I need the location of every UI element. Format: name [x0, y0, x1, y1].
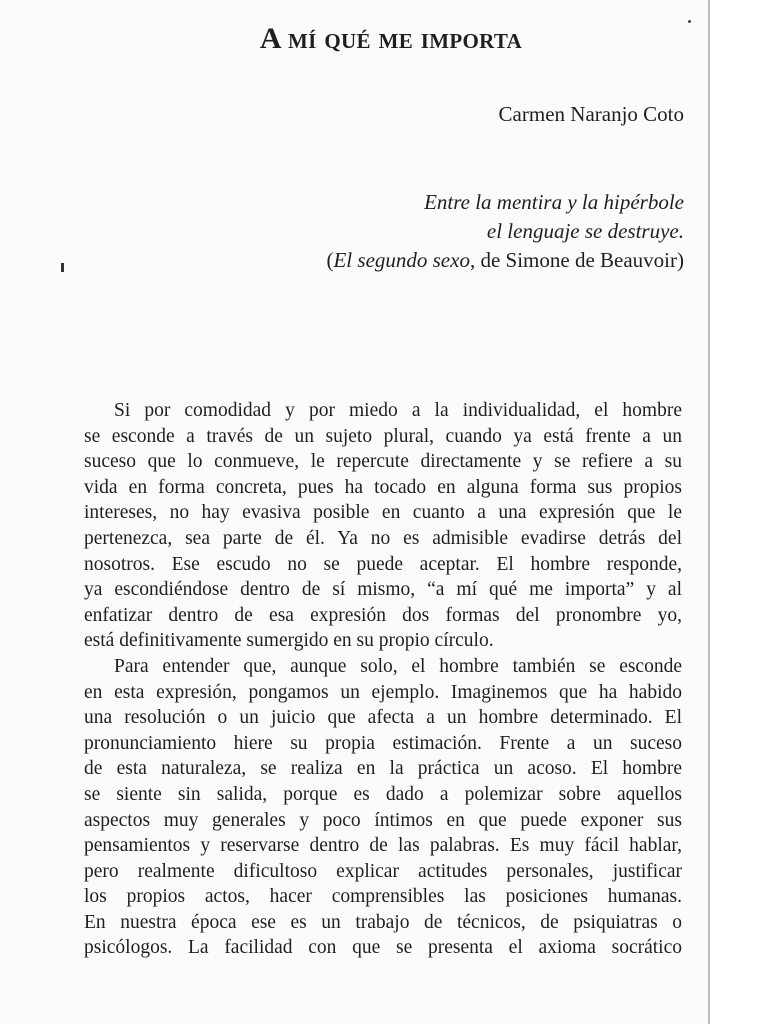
- epigraph: [326, 188, 684, 275]
- epigraph-citation: [326, 246, 684, 275]
- author-name: Carmen Naranjo Coto: [498, 102, 684, 126]
- body-text: [84, 398, 682, 961]
- paragraph-2: [84, 654, 682, 961]
- epigraph-line-2: el lenguaje se destruye.: [486, 219, 684, 243]
- paragraph-1: [84, 398, 682, 654]
- text-line: vida en forma concreta, pues ha tocado en alguna forma sus propios: [84, 476, 682, 498]
- citation-open: (: [326, 248, 334, 272]
- scan-mark: [61, 263, 64, 272]
- text-line: pronunciamiento hiere su propia estimación. Frente a un suceso: [84, 732, 682, 754]
- text-line: Si por comodidad y por miedo a la individualidad, el hombre: [114, 400, 682, 421]
- text-line: intereses, no hay evasiva posible en cuanto a una expresión que le: [84, 502, 682, 524]
- text-line: ya escondiéndose dentro de sí mismo, “a mí qué me importa” y al: [84, 579, 682, 601]
- text-line: una resolución o un juicio que afecta a un hombre determinado. El: [84, 707, 682, 729]
- text-line: nosotros. Ese escudo no se puede aceptar. El hombre responde,: [84, 553, 682, 575]
- text-line: los propios actos, hacer comprensibles las posiciones humanas.: [84, 886, 682, 908]
- text-line: psicólogos. La facilidad con que se presenta el axioma socrático: [84, 937, 682, 959]
- text-line: de esta naturaleza, se realiza en la práctica un acoso. El hombre: [84, 758, 682, 780]
- text-line: En nuestra época ese es un trabajo de técnicos, de psiquiatras o: [84, 911, 682, 933]
- page-edge: [708, 0, 710, 1024]
- text-line: está definitivamente sumergido en su propio círculo.: [84, 630, 494, 652]
- text-line: aspectos muy generales y poco íntimos en que puede exponer sus: [84, 809, 682, 831]
- epigraph-line-1: Entre la mentira y la hipérbole: [424, 190, 684, 214]
- text-line: enfatizar dentro de esa expresión dos formas del pronombre yo,: [84, 604, 682, 626]
- text-line: pensamientos y reservarse dentro de las palabras. Es muy fácil hablar,: [84, 835, 682, 857]
- text-line: Para entender que, aunque solo, el hombre también se esconde: [114, 655, 682, 677]
- text-line: pertenezca, sea parte de él. Ya no es admisible evadirse detrás del: [84, 527, 682, 549]
- citation-work-title: El segundo sexo: [333, 248, 470, 272]
- citation-author: , de Simone de Beauvoir): [469, 248, 684, 272]
- text-line: se siente sin salida, porque es dado a polemizar sobre aquellos: [84, 783, 682, 805]
- text-line: suceso que lo conmueve, le repercute directamente y se refiere a su: [84, 451, 682, 473]
- text-line: en esta expresión, pongamos un ejemplo. Imaginemos que ha habido: [84, 681, 682, 703]
- chapter-title: A mí qué me importa: [259, 22, 523, 55]
- text-line: pero realmente dificultoso explicar actitudes personales, justificar: [84, 860, 682, 882]
- page-margin-strip: [710, 0, 768, 1024]
- text-line: se esconde a través de un sujeto plural, cuando ya está frente a un: [84, 425, 682, 447]
